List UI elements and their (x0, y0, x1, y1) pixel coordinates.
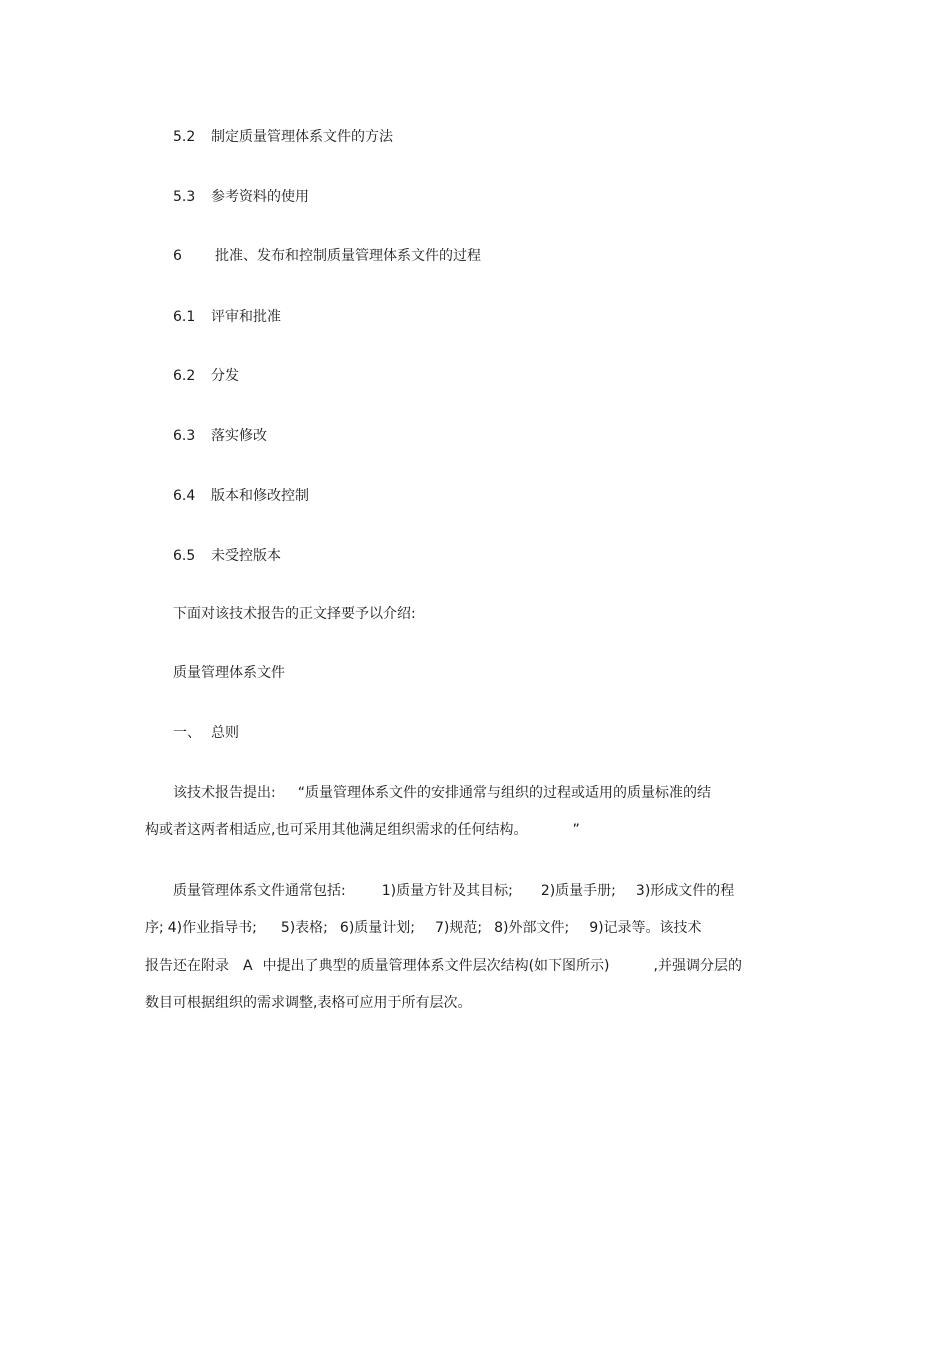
paragraph-2-line-2 (145, 919, 702, 937)
closing-quote: ” (572, 822, 580, 838)
paragraph-text: 报告还在附录 (145, 958, 229, 974)
toc-title: 未受控版本 (211, 548, 281, 564)
toc-item-6-3 (173, 427, 267, 445)
toc-item-5-3 (173, 188, 309, 206)
intro-text: 下面对该技术报告的正文择要予以介绍: (173, 606, 416, 622)
toc-item-6-5 (173, 547, 281, 565)
list-item: 2)质量手册; (540, 883, 616, 899)
toc-item-5-2 (173, 128, 393, 146)
toc-item-6-1 (173, 308, 281, 326)
paragraph-lead: 该技术报告提出: (173, 785, 276, 801)
paragraph-text: 序; (145, 920, 164, 936)
toc-number: 6.4 (173, 488, 196, 504)
paragraph-1-line-2 (145, 821, 580, 839)
toc-item-6 (173, 247, 481, 265)
toc-title: 参考资料的使用 (211, 189, 309, 205)
toc-number: 6.1 (173, 309, 196, 325)
list-item: 3)形成文件的程 (635, 883, 735, 899)
paragraph-2-line-4: 数目可根据组织的需求调整,表格可应用于所有层次。 (145, 995, 472, 1011)
paragraph-2-line-3 (145, 957, 742, 975)
toc-number: 6 (173, 248, 182, 264)
toc-item-6-2 (173, 367, 239, 385)
paragraph-text: 质量管理体系文件通常包括: (173, 883, 346, 899)
toc-number: 6.5 (173, 548, 196, 564)
list-item: 6)质量计划; (339, 920, 415, 936)
toc-number: 5.3 (173, 189, 196, 205)
list-item: 1)质量方针及其目标; (381, 883, 513, 899)
list-item: 4)作业指导书; (167, 920, 257, 936)
list-item: 9)记录等。该技术 (589, 920, 702, 936)
paragraph-text: 中提出了典型的质量管理体系文件层次结构(如下图所示) (262, 958, 610, 974)
paragraph-2-line-1 (173, 882, 734, 900)
toc-number: 6.2 (173, 368, 196, 384)
list-item: 5)表格; (280, 920, 328, 936)
paragraph-quote: “质量管理体系文件的安排通常与组织的过程或适用的质量标准的结 (297, 785, 711, 801)
subsection-heading (173, 724, 239, 742)
toc-number: 5.2 (173, 129, 196, 145)
toc-title: 版本和修改控制 (211, 488, 309, 504)
toc-title: 分发 (211, 368, 239, 384)
list-item: 7)规范; (435, 920, 483, 936)
appendix-label: A (243, 958, 253, 974)
paragraph-text: ,并强调分层的 (653, 958, 742, 974)
toc-item-6-4 (173, 487, 309, 505)
toc-title: 制定质量管理体系文件的方法 (211, 129, 393, 145)
toc-number: 6.3 (173, 428, 196, 444)
subsection-number: 一、 (173, 725, 201, 741)
paragraph-text: 构或者这两者相适应,也可采用其他满足组织需求的任何结构。 (145, 822, 521, 838)
list-item: 8)外部文件; (494, 920, 570, 936)
subsection-title: 总则 (211, 725, 239, 741)
paragraph-1-line-1 (173, 784, 711, 802)
toc-title: 落实修改 (211, 428, 267, 444)
toc-title: 评审和批准 (211, 309, 281, 325)
toc-title: 批准、发布和控制质量管理体系文件的过程 (215, 248, 481, 264)
section-title: 质量管理体系文件 (173, 665, 285, 681)
